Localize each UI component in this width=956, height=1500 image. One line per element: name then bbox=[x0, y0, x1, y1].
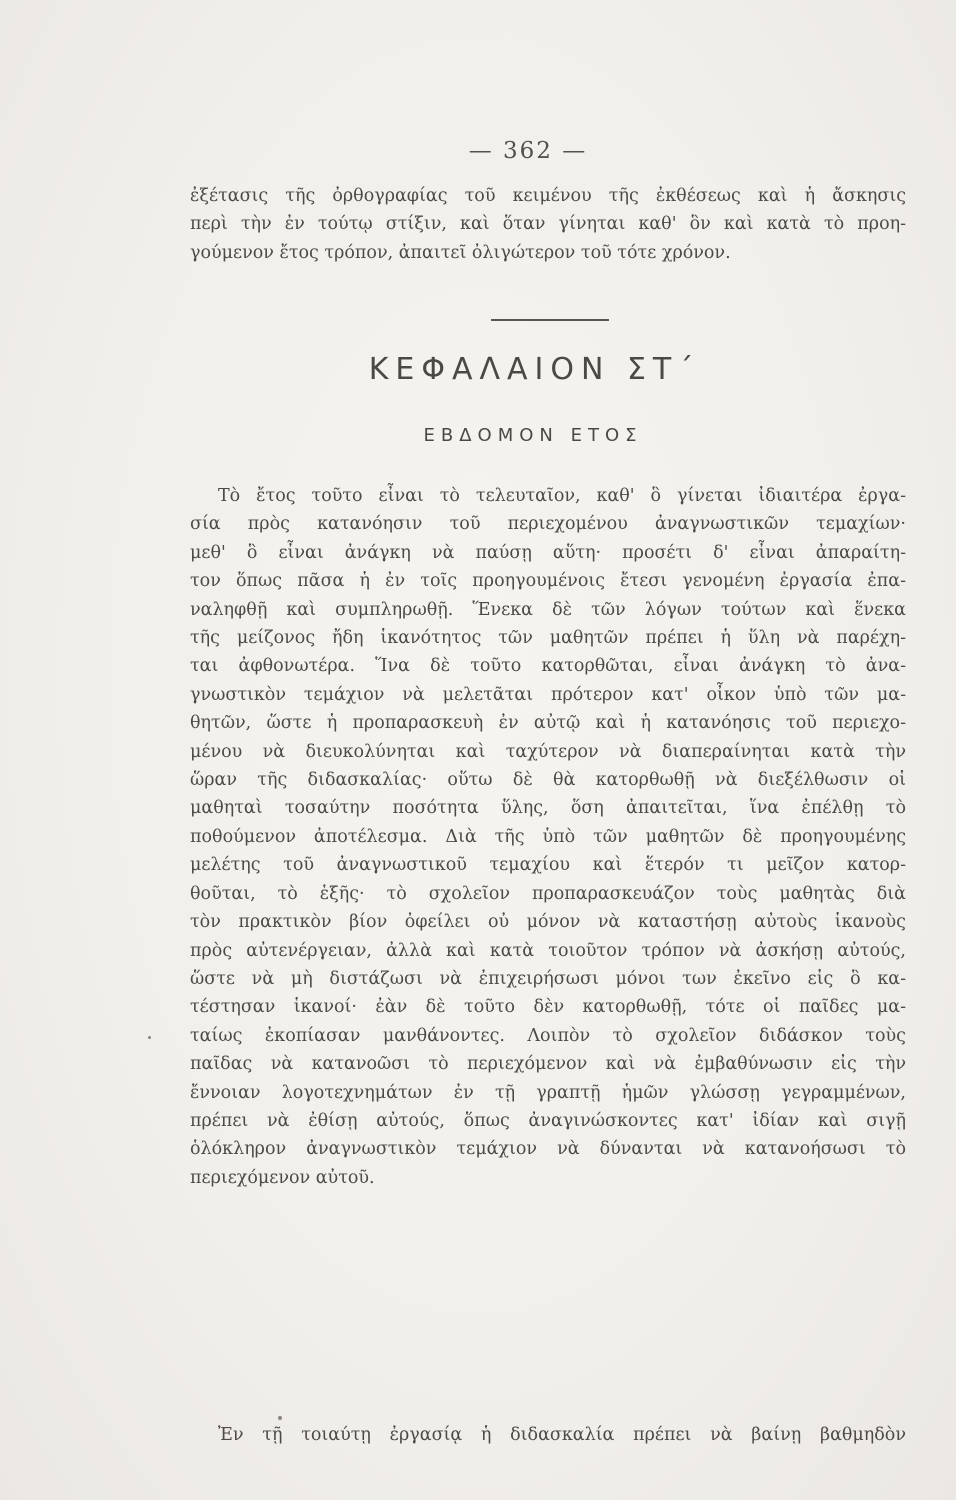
text-line: ὥραν τῆς διδασκαλίας· οὕτω δὲ θὰ κατορθωθῇ νὰ διεξέλθωσιν οἱ bbox=[190, 770, 906, 791]
text-line: τῆς μείζονος ἤδη ἱκανότητος τῶν μαθητῶν πρέπει ἡ ὕλη νὰ παρέχη- bbox=[190, 628, 906, 649]
body-paragraph bbox=[190, 482, 906, 1192]
text-line: τέστησαν ἱκανοί· ἐὰν δὲ τοῦτο δὲν κατορθωθῇ, τότε οἱ παῖδες μα- bbox=[190, 997, 906, 1018]
text-line: ται ἀφθονωτέρα. Ἵνα δὲ τοῦτο κατορθῶται, εἶναι ἀνάγκη τὸ ἀνα- bbox=[190, 656, 906, 677]
paper-speck bbox=[278, 1416, 282, 1420]
text-line: τὸν πρακτικὸν βίον ὀφείλει οὐ μόνον νὰ καταστήσῃ αὐτοὺς ἱκανοὺς bbox=[190, 912, 906, 933]
text-line: τον ὅπως πᾶσα ἡ ἐν τοῖς προηγουμένοις ἔτεσι γενομένη ἐργασία ἐπα- bbox=[190, 571, 906, 592]
text-line: μελέτης τοῦ ἀναγνωστικοῦ τεμαχίου καὶ ἕτερόν τι μεῖζον κατορ- bbox=[190, 855, 906, 876]
text-line: ἐξέτασις τῆς ὀρθογραφίας τοῦ κειμένου τῆς ἐκθέσεως καὶ ἡ ἄσκησις bbox=[190, 186, 906, 206]
page-number: — 362 — bbox=[468, 138, 588, 164]
text-line: Ἐν τῇ τοιαύτῃ ἐργασίᾳ ἡ διδασκαλία πρέπει νὰ βαίνῃ βαθμηδὸν bbox=[218, 1425, 906, 1445]
text-line: πρὸς αὐτενέργειαν, ἀλλὰ καὶ κατὰ τοιοῦτον τρόπον νὰ ἀσκήσῃ αὐτούς, bbox=[190, 940, 906, 961]
text-line: θητῶν, ὥστε ἡ προπαρασκευὴ ἐν αὐτῷ καὶ ἡ κατανόησις τοῦ περιεχο- bbox=[190, 713, 906, 734]
text-line: περὶ τὴν ἐν τούτῳ στίξιν, καὶ ὅταν γίνηται καθ' ὃν καὶ κατὰ τὸ προη- bbox=[190, 214, 906, 235]
paper-speck bbox=[148, 1036, 151, 1039]
text-line: περιεχόμενον αὐτοῦ. bbox=[190, 1167, 375, 1188]
chapter-title: ΚΕΦΑΛΑΙΟΝ ΣΤ΄ bbox=[368, 352, 701, 387]
text-line: μεθ' ὃ εἶναι ἀνάγκη νὰ παύσῃ αὕτη· προσέτι δ' εἶναι ἀπαραίτη- bbox=[190, 542, 906, 563]
text-line: μένου νὰ διευκολύνηται καὶ ταχύτερον νὰ διαπεραίνηται κατὰ τὴν bbox=[190, 741, 906, 762]
text-line: γούμενον ἔτος τρόπον, ἀπαιτεῖ ὀλιγώτερον τοῦ τότε χρόνον. bbox=[190, 242, 731, 263]
chapter-subtitle: ΕΒΔΟΜΟΝ ΕΤΟΣ bbox=[423, 425, 643, 446]
text-line: θοῦται, τὸ ἑξῆς· τὸ σχολεῖον προπαρασκευάζον τοὺς μαθητὰς διὰ bbox=[190, 883, 906, 904]
separator-rule bbox=[491, 319, 609, 321]
text-line: μαθηταὶ τοσαύτην ποσότητα ὕλης, ὅση ἀπαιτεῖται, ἵνα ἐπέλθῃ τὸ bbox=[190, 798, 906, 819]
intro-paragraph bbox=[190, 182, 906, 267]
text-line: ἔννοιαν λογοτεχνημάτων ἐν τῇ γραπτῇ ἡμῶν γλώσσῃ γεγραμμένων, bbox=[190, 1082, 906, 1103]
text-line: παῖδας νὰ κατανοῶσι τὸ περιεχόμενον καὶ νὰ ἐμβαθύνωσιν εἰς τὴν bbox=[190, 1054, 906, 1075]
text-line: πρέπει νὰ ἐθίσῃ αὐτούς, ὅπως ἀναγινώσκοντες κατ' ἰδίαν καὶ σιγῇ bbox=[190, 1110, 906, 1131]
text-line: ὥστε νὰ μὴ διστάζωσι νὰ ἐπιχειρήσωσι μόνοι των ἐκεῖνο εἰς ὃ κα- bbox=[190, 968, 906, 989]
text-line: ταίως ἐκοπίασαν μανθάνοντες. Λοιπὸν τὸ σχολεῖον διδάσκον τοὺς bbox=[190, 1025, 906, 1046]
text-line: σία πρὸς κατανόησιν τοῦ περιεχομένου ἀναγνωστικῶν τεμαχίων· bbox=[190, 514, 906, 535]
text-line: γνωστικὸν τεμάχιον νὰ μελετᾶται πρότερον κατ' οἶκον ὑπὸ τῶν μα- bbox=[190, 684, 906, 705]
text-line: ὁλόκληρον ἀναγνωστικὸν τεμάχιον νὰ δύνανται νὰ κατανοήσωσι τὸ bbox=[190, 1139, 906, 1160]
body-paragraph bbox=[190, 1421, 906, 1449]
text-line: ναληφθῇ καὶ συμπληρωθῇ. Ἕνεκα δὲ τῶν λόγων τούτων καὶ ἕνεκα bbox=[190, 599, 906, 620]
text-line: ποθούμενον ἀποτέλεσμα. Διὰ τῆς ὑπὸ τῶν μαθητῶν δὲ προηγουμένης bbox=[190, 826, 906, 847]
text-line: Τὸ ἔτος τοῦτο εἶναι τὸ τελευταῖον, καθ' ὃ γίνεται ἰδιαιτέρα ἐργα- bbox=[218, 486, 906, 506]
